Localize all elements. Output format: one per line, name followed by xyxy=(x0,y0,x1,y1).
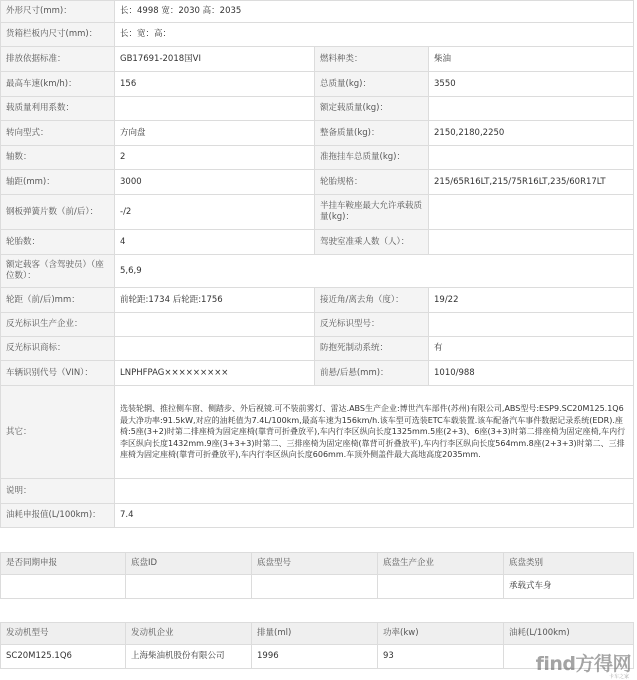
track-value: 前轮距:1734 后轮距:1756 xyxy=(115,288,315,313)
spec-row-axles xyxy=(1,146,634,170)
axles-label: 轴数： xyxy=(1,146,115,170)
track-label: 轮距（前/后)mm： xyxy=(1,288,115,313)
chassis-header: 底盘型号 xyxy=(252,553,378,575)
rated-load-value xyxy=(429,97,634,121)
spec-row-other xyxy=(1,386,634,479)
spec-row-wheelbase xyxy=(1,170,634,195)
passengers-label: 额定载客（含驾驶员）（座位数）： xyxy=(1,255,115,288)
load-util-label: 载质量利用系数： xyxy=(1,97,115,121)
other-value: 选装轮辋、推拉侧车窗、侧踏步、外后视镜.可不装前雾灯、雷达.ABS生产企业:博世汽车部件(苏州)有限公司,ABS型号:ESP9.SC20M125.1Q6最大净功率:91.5kW,对应的油耗值为7.4L/100km,最高车速为156km/h.该车型可选装ETC车载装置.该车配备汽车事件数据记录系统(EDR).座椅:5座(3+2)时第二排座椅为固定座椅(靠背可折叠放平),车内行李区纵向长度1325mm.5座(2+3)、6座(3+3)时第二排座椅为固定座椅,车内行李区纵向长度1432mm.9座(3+3+3)时第二、三排座椅为固定座椅(靠背可折叠放平),车内行李区纵向长度564mm.8座(2+3+3)时第二、三排座椅为固定座椅(靠背可折叠放平),车内行李区纵向长度606mm.车顶外侧盖件最大高地高度2035mm. xyxy=(115,386,634,479)
chassis-cell xyxy=(126,575,252,599)
semitrailer-value xyxy=(429,195,634,230)
vin-value: LNPHFPAG××××××××× xyxy=(115,361,315,386)
total-mass-label: 总质量(kg)： xyxy=(315,72,429,97)
chassis-cell: 承载式车身 xyxy=(504,575,634,599)
spec-row-emission xyxy=(1,47,634,72)
wheelbase-value: 3000 xyxy=(115,170,315,195)
overhang-label: 前悬/后悬(mm)： xyxy=(315,361,429,386)
note-value xyxy=(115,479,634,504)
passengers-value: 5,6,9 xyxy=(115,255,634,288)
engine-header-row xyxy=(1,623,634,645)
fuel-cons-label: 油耗申报值(L/100km)： xyxy=(1,504,115,528)
fuel-cons-value: 7.4 xyxy=(115,504,634,528)
spec-row-fuel-consumption xyxy=(1,504,634,528)
reflect-model-label: 反光标识型号： xyxy=(315,313,429,337)
chassis-header: 底盘ID xyxy=(126,553,252,575)
tires-value: 4 xyxy=(115,230,315,255)
curb-mass-label: 整备质量(kg)： xyxy=(315,121,429,146)
spec-row-speed xyxy=(1,72,634,97)
emission-label: 排放依据标准： xyxy=(1,47,115,72)
spec-row-dims xyxy=(1,1,634,23)
engine-header: 发动机企业 xyxy=(126,623,252,645)
steering-label: 转向型式： xyxy=(1,121,115,146)
chassis-cell xyxy=(378,575,504,599)
springs-value: -/2 xyxy=(115,195,315,230)
engine-cell: 1996 xyxy=(252,645,378,669)
spec-row-note xyxy=(1,479,634,504)
chassis-cell xyxy=(252,575,378,599)
spec-row-cargo xyxy=(1,23,634,47)
chassis-header: 底盘类别 xyxy=(504,553,634,575)
vin-label: 车辆识别代号（VIN）： xyxy=(1,361,115,386)
abs-value: 有 xyxy=(429,337,634,361)
curb-mass-value: 2150,2180,2250 xyxy=(429,121,634,146)
engine-header: 油耗(L/100km) xyxy=(504,623,634,645)
watermark-sub: 卡车之家 xyxy=(608,674,629,680)
engine-cell: 上海柴油机股份有限公司 xyxy=(126,645,252,669)
watermark-brand: find方得网 xyxy=(535,653,631,675)
speed-label: 最高车速(km/h)： xyxy=(1,72,115,97)
semitrailer-label: 半挂车鞍座最大允许承载质量(kg)： xyxy=(315,195,429,230)
spec-row-steering xyxy=(1,121,634,146)
emission-value: GB17691-2018国VI xyxy=(115,47,315,72)
engine-header: 排量(ml) xyxy=(252,623,378,645)
chassis-header: 底盘生产企业 xyxy=(378,553,504,575)
engine-cell: SC20M125.1Q6 xyxy=(1,645,126,669)
spec-row-passengers xyxy=(1,255,634,288)
abs-label: 防抱死制动系统： xyxy=(315,337,429,361)
steering-value: 方向盘 xyxy=(115,121,315,146)
note-label: 说明： xyxy=(1,479,115,504)
tire-spec-value: 215/65R16LT,215/75R16LT,235/60R17LT xyxy=(429,170,634,195)
overhang-value: 1010/988 xyxy=(429,361,634,386)
fuel-label: 燃料种类： xyxy=(315,47,429,72)
trailer-mass-label: 准拖挂车总质量(kg)： xyxy=(315,146,429,170)
engine-header: 功率(kw) xyxy=(378,623,504,645)
total-mass-value: 3550 xyxy=(429,72,634,97)
speed-value: 156 xyxy=(115,72,315,97)
spec-row-abs xyxy=(1,337,634,361)
rated-load-label: 额定载质量(kg)： xyxy=(315,97,429,121)
fuel-value: 柴油 xyxy=(429,47,634,72)
spec-row-track xyxy=(1,288,634,313)
chassis-header-row xyxy=(1,553,634,575)
angle-label: 接近角/离去角（度）： xyxy=(315,288,429,313)
tire-spec-label: 轮胎规格： xyxy=(315,170,429,195)
cab-value xyxy=(429,230,634,255)
reflect-brand-value xyxy=(115,337,315,361)
reflect-maker-label: 反光标识生产企业： xyxy=(1,313,115,337)
trailer-mass-value xyxy=(429,146,634,170)
angle-value: 19/22 xyxy=(429,288,634,313)
reflect-model-value xyxy=(429,313,634,337)
dims-label: 外形尺寸(mm)： xyxy=(1,1,115,23)
reflect-brand-label: 反光标识商标： xyxy=(1,337,115,361)
cargo-value: 长：宽：高： xyxy=(115,23,634,47)
engine-cell: 93 xyxy=(378,645,504,669)
watermark-logo xyxy=(535,649,631,680)
chassis-header: 是否同期申报 xyxy=(1,553,126,575)
spec-row-tires xyxy=(1,230,634,255)
spec-row-springs xyxy=(1,195,634,230)
load-util-value xyxy=(115,97,315,121)
other-label: 其它： xyxy=(1,386,115,479)
spec-row-load xyxy=(1,97,634,121)
axles-value: 2 xyxy=(115,146,315,170)
tires-label: 轮胎数： xyxy=(1,230,115,255)
chassis-cell xyxy=(1,575,126,599)
chassis-table xyxy=(0,552,634,599)
spec-row-vin xyxy=(1,361,634,386)
wheelbase-label: 轴距(mm)： xyxy=(1,170,115,195)
cargo-label: 货箱栏板内尺寸(mm)： xyxy=(1,23,115,47)
spec-row-reflect xyxy=(1,313,634,337)
cab-label: 驾驶室准乘人数（人）： xyxy=(315,230,429,255)
chassis-row xyxy=(1,575,634,599)
engine-header: 发动机型号 xyxy=(1,623,126,645)
springs-label: 钢板弹簧片数（前/后）： xyxy=(1,195,115,230)
reflect-maker-value xyxy=(115,313,315,337)
dims-value: 长：4998 宽：2030 高：2035 xyxy=(115,1,634,23)
